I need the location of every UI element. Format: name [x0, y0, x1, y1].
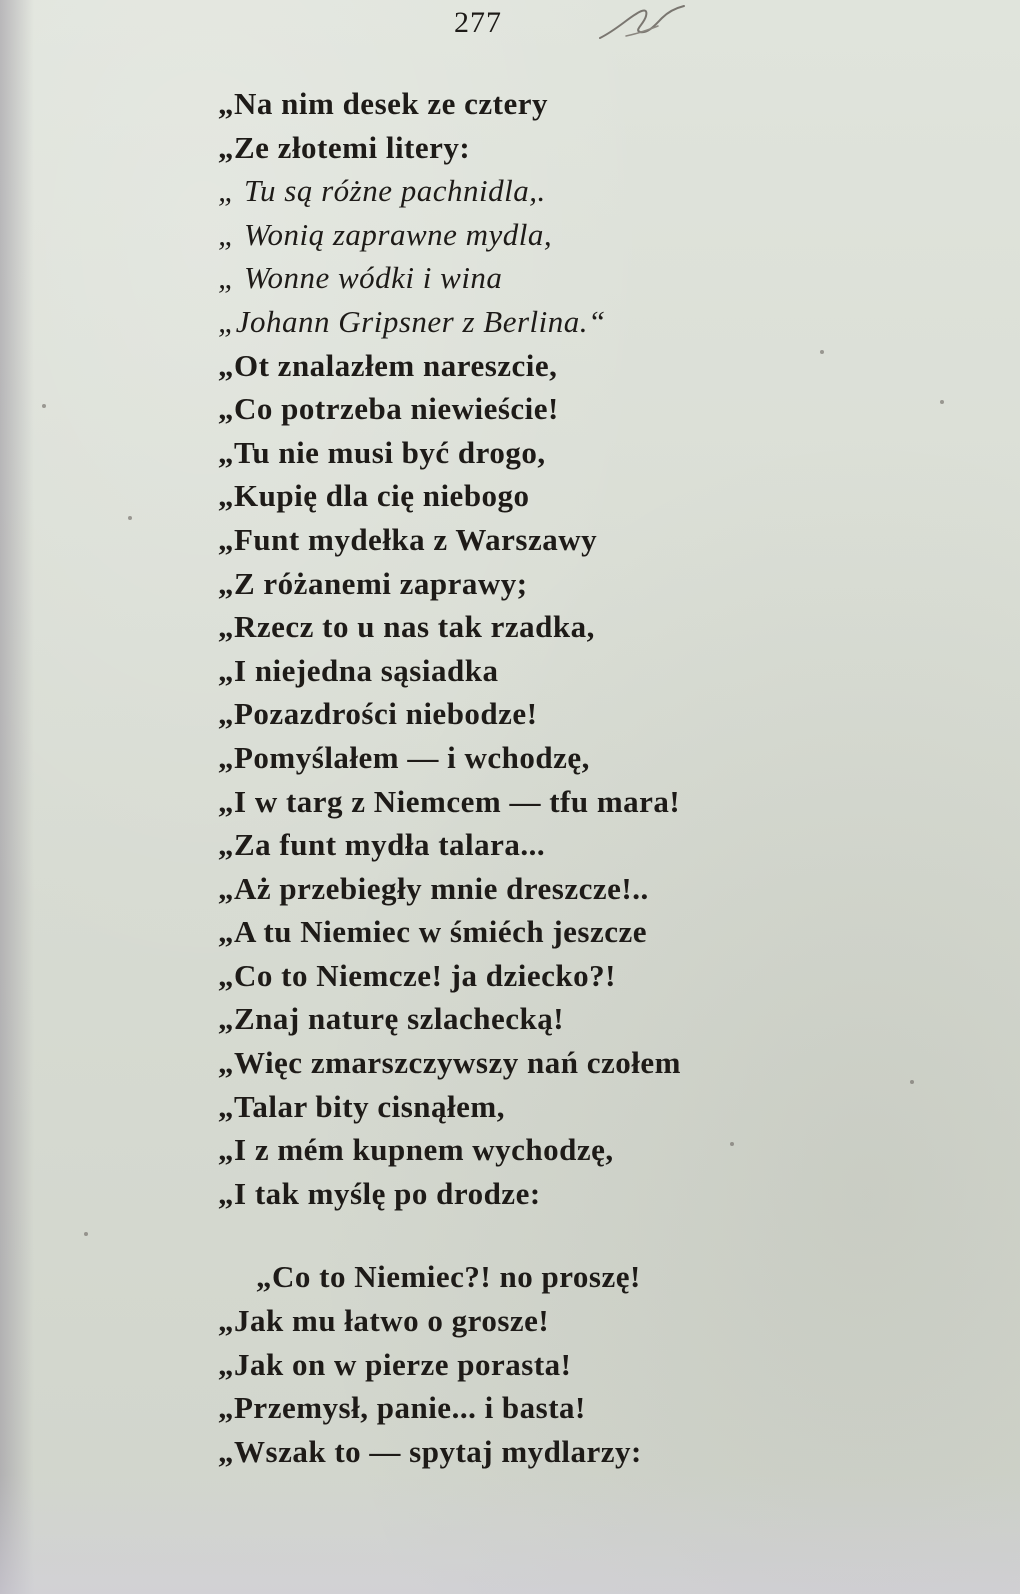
poem-line: „Za funt mydła talara... [218, 827, 546, 863]
poem-line: „Funt mydełka z Warszawy [218, 521, 598, 557]
poem-line: „ Wonne wódki i wina [218, 260, 503, 296]
poem-text [218, 82, 908, 1473]
poem-line: „Więc zmarszczywszy nań czołem [218, 1045, 681, 1081]
poem-line: „Co to Niemcze! ja dziecko?! [218, 957, 616, 993]
poem-line: „Przemysł, panie... i basta! [218, 1390, 586, 1426]
poem-line: „I z mém kupnem wychodzę, [218, 1132, 614, 1168]
poem-line: „Na nim desek ze cztery [218, 86, 549, 121]
poem-line: „Rzecz to u nas tak rzadka, [218, 609, 595, 645]
poem-line: „I w targ z Niemcem — tfu mara! [218, 783, 681, 819]
poem-line: „Z różanemi zaprawy; [218, 565, 528, 601]
stanza-1 [218, 82, 908, 1215]
poem-line: „Pozazdrości niebodze! [218, 696, 538, 732]
poem-line: „A tu Niemiec w śmiéch jeszcze [218, 914, 648, 950]
poem-line: „I tak myślę po drodze: [218, 1175, 541, 1211]
stanza-2 [218, 1255, 908, 1473]
poem-line: „ Wonią zaprawne mydla, [218, 216, 553, 252]
poem-line: „Kupię dla cię niebogo [218, 478, 530, 514]
poem-line: „Ot znalazłem nareszcie, [218, 347, 558, 383]
poem-line: „Ze złotemi litery: [218, 129, 471, 165]
poem-line: „Tu nie musi być drogo, [218, 434, 546, 470]
poem-line: „Wszak to — spytaj mydlarzy: [218, 1433, 642, 1469]
poem-line: „Jak on w pierze porasta! [218, 1346, 572, 1382]
paper-speck [84, 1232, 88, 1236]
poem-line: „Co to Niemiec?! no proszę! [256, 1259, 641, 1295]
paper-speck [42, 404, 46, 408]
paper-speck [910, 1080, 914, 1084]
poem-line: „Pomyślałem — i wchodzę, [218, 739, 590, 775]
page-edge-shadow [0, 0, 34, 1594]
pencil-mark-icon [596, 0, 688, 42]
stanza-gap [218, 1215, 908, 1255]
poem-line: „Johann Gripsner z Berlina.“ [218, 303, 606, 339]
paper-speck [730, 1142, 734, 1146]
paper-speck [940, 400, 944, 404]
page-number: 277 [454, 6, 502, 39]
poem-line: „Talar bity cisnąłem, [218, 1088, 505, 1124]
paper-speck [128, 516, 132, 520]
poem-line: „Aż przebiegły mnie dreszcze!.. [218, 870, 649, 906]
poem-line: „Co potrzeba niewieście! [218, 391, 559, 427]
poem-line: „Jak mu łatwo o grosze! [218, 1303, 550, 1339]
paper-speck [820, 350, 824, 354]
poem-line: „ Tu są różne pachnidla,. [218, 173, 546, 209]
poem-line: „Znaj naturę szlachecką! [218, 1001, 565, 1037]
poem-line: „I niejedna sąsiadka [218, 652, 499, 688]
page-bottom-tint [0, 1474, 1020, 1594]
